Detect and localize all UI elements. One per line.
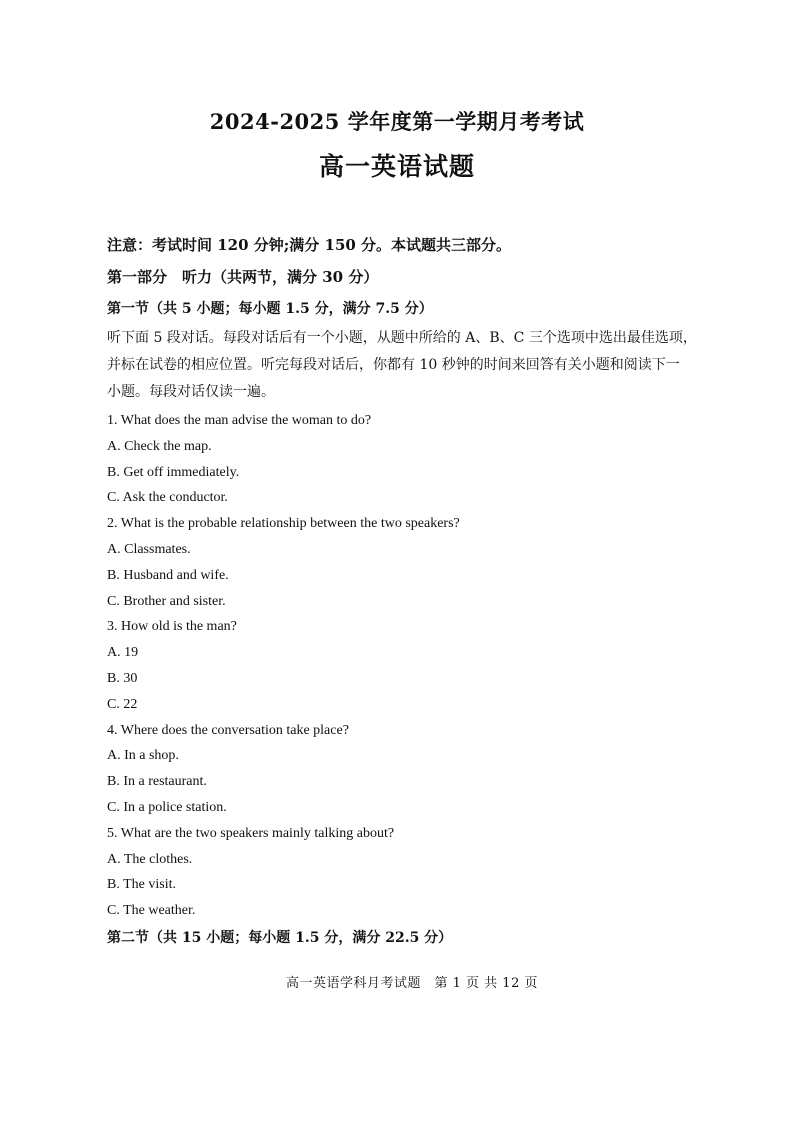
option-4c: C. In a police station.: [107, 799, 227, 815]
option-2b: B. Husband and wife.: [107, 567, 229, 583]
option-1c: C. Ask the conductor.: [107, 490, 228, 506]
section1-heading: 第一节（共 5 小题；每小题 1.5 分，满分 7.5 分）: [107, 301, 433, 317]
instruction-line: 小题。每段对话仅读一遍。: [107, 384, 275, 400]
exam-subtitle: 高一英语试题: [318, 152, 475, 181]
instruction-line: 并标在试卷的相应位置。听完每段对话后，你都有 10 秒钟的时间来回答有关小题和阅读下一: [107, 357, 680, 373]
option-1a: A. Check the map.: [107, 438, 212, 454]
option-4a: A. In a shop.: [107, 748, 179, 764]
exam-notice: 注意：考试时间 120 分钟;满分 150 分。本试题共三部分。: [107, 236, 512, 254]
question-5: 5. What are the two speakers mainly talking about?: [107, 825, 395, 841]
option-3c: C. 22: [107, 696, 138, 712]
part1-heading: 第一部分 听力（共两节，满分 30 分）: [107, 268, 379, 286]
question-1: 1. What does the man advise the woman to do?: [107, 413, 372, 428]
option-5a: A. The clothes.: [107, 851, 193, 867]
section2-heading: 第二节（共 15 小题；每小题 1.5 分，满分 22.5 分）: [107, 930, 453, 946]
option-2c: C. Brother and sister.: [107, 593, 226, 609]
option-4b: B. In a restaurant.: [107, 774, 207, 790]
option-5b: B. The visit.: [107, 877, 176, 893]
question-2: 2. What is the probable relationship between the two speakers?: [107, 516, 460, 532]
option-3a: A. 19: [107, 645, 139, 661]
question-3: 3. How old is the man?: [107, 619, 237, 635]
option-3b: B. 30: [107, 670, 138, 686]
exam-title: 2024-2025 学年度第一学期月考考试: [209, 109, 585, 134]
question-4: 4. Where does the conversation take place?: [107, 722, 349, 738]
option-5c: C. The weather.: [107, 903, 196, 919]
instruction-line: 听下面 5 段对话。每段对话后有一个小题，从题中所给的 A、B、C 三个选项中选出最佳选项，: [107, 330, 697, 346]
section1-instructions: [107, 325, 699, 406]
question-list: [107, 410, 460, 926]
option-1b: B. Get off immediately.: [107, 464, 240, 480]
page-footer: 高一英语学科月考试题 第 1 页 共 12 页: [286, 976, 538, 991]
option-2a: A. Classmates.: [107, 541, 191, 557]
